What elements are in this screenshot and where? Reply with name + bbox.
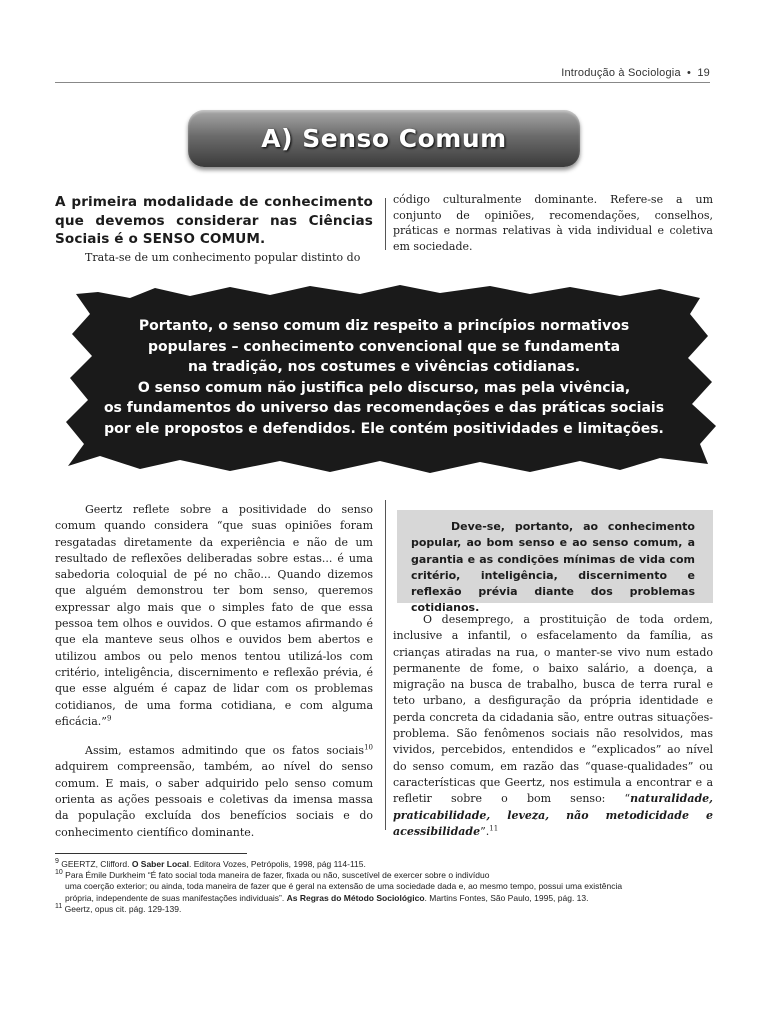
highlight-line: O senso comum não justifica pelo discurso, mas pela vivência, [137,379,631,396]
column-divider-top [385,198,386,250]
footnote-mark: 9 [55,858,59,866]
header-bullet: • [687,67,692,79]
social-facts-text: Assim, estamos admitindo que os fatos sociais [85,744,365,758]
intro-right-column: código culturalmente dominante. Refere-se a um conjunto de opiniões, recomendações, conselhos, práticas e normas relativas à vida individual e coletiva em sociedade. [393,193,713,253]
social-facts-text-cont: adquirem compreensão, também, ao nível do senso comum. E mais, o saber adquirido pelo senso comum orienta as ações pessoais e coletivas da imensa massa da população excluída dos benefícios sociais e do conhecimento científico dominante. [55,760,373,839]
highlight-line: por ele propostos e defendidos. Ele contém positividades e limitações. [104,420,664,437]
footnote-mark: 10 [55,869,63,877]
quality-emphasis: naturalidade, praticabilidade, leveza, não metodicidade e acessibilidade [393,792,713,838]
footnote-text: própria, independente de suas manifestações individuais”. [65,892,287,903]
footnote-10-line: uma coerção exterior; ou ainda, toda maneira de fazer que é geral na extensão de uma sociedade dada e, ao mesmo tempo, possui uma existência [65,881,623,892]
footnote-ref: 11 [489,824,499,833]
highlight-line: na tradição, nos costumes e vivências cotidianas. [187,359,581,375]
footnote-book-title: As Regras do Método Sociológico [286,892,425,903]
footnote-text: GEERTZ, Clifford. [58,859,132,869]
geertz-paragraph [55,502,373,730]
problems-text: O desemprego, a prostituição de toda ordem, inclusive a infantil, o esfacelamento da família, as crianças atiradas na rua, o manter-se vivo num estado permanente de fome, o baixo salário, a doença, a migração na busca de trabalho, busca de terra rural e teto urbano, a desfiguração da própria identidade e perda concreta da cidadania são, entre outras situações-problema. São fenômenos sociais não resolvidos, mas vividos, percebidos, entendidos e “explicados” ao nível do senso comum, em razão das “quase-qualidades” ou características que Geertz, nos estimula a encontrar e a refletir sobre o bom senso: “ [393,613,713,806]
header-divider [55,82,710,83]
footnote-text: Para Émile Durkheim “É fato social toda maneira de fazer, fixada ou não, suscetível de exercer sobre o indivíduo [62,870,490,881]
section-title: A) Senso Comum [261,124,507,153]
highlight-line: populares – conhecimento convencional que se fundamenta [147,338,621,355]
intro-continuation: Trata-se de um conhecimento popular distinto do [85,251,361,264]
social-facts-paragraph [55,743,373,841]
highlight-line: Portanto, o senso comum diz respeito a princípios normativos [138,318,630,334]
footnote-10 [55,870,715,881]
left-column [55,502,373,841]
footnote-9 [55,859,715,870]
callout-box [397,510,713,615]
footnote-text: . Martins Fontes, São Paulo, 1995, pág. 13. [424,892,589,903]
closing-quote: ”. [480,824,490,838]
highlight-line: os fundamentos do universo das recomendações e das práticas sociais [103,400,665,416]
right-column [393,612,713,840]
footnote-ref: 10 [364,743,373,752]
highlight-quote [88,316,680,439]
footnote-book-title: O Saber Local [131,859,189,869]
footnote-divider [55,853,247,854]
footnotes [55,859,715,915]
section-title-banner [188,110,580,167]
column-divider-main [385,500,386,830]
running-header [561,67,710,79]
geertz-text: Geertz reflete sobre a positividade do senso comum quando considera “que suas opiniões foram resgatadas diretamente da experiência e não de um resultado de reflexões deliberadas sobre estas... é uma sabedoria coloquial de pé no chão... Quando dizemos que alguém demonstrou ter bom senso, queremos expressar algo mais que o simples fato de que essa pessoa tem olhos e ouvidos. O que estamos afirmando é que ela manteve seus olhos e ouvidos bem abertos e utilizou ambos ou pelo menos tentou utilizá-los com critério, inteligência, discernimento e reflexão prévia, é que esse alguém é capaz de lidar com os problemas cotidianos, de uma forma cotidiana, e com alguma eficácia.” [55,503,373,728]
footnote-10-line [55,893,715,904]
running-title: Introdução à Sociologia [561,67,681,79]
page-number: 19 [697,67,710,79]
footnote-11 [55,904,715,915]
lead-paragraph: A primeira modalidade de conhecimento que devemos considerar nas Ciências Sociais é o SENSO COMUM. [55,194,373,247]
footnote-text: . Editora Vozes, Petrópolis, 1998, pág 114-115. [188,859,366,869]
footnote-text: Geertz, opus cit. pág. 129-139. [62,903,182,914]
footnote-mark: 11 [55,902,63,910]
footnote-ref: 9 [106,714,112,723]
callout-text: Deve-se, portanto, ao conhecimento popular, ao bom senso e ao senso comum, a garantia e as condições mínimas de vida com critério, inteligência, discernimento e reflexão prévia diante dos problemas cotidianos. [411,520,695,615]
